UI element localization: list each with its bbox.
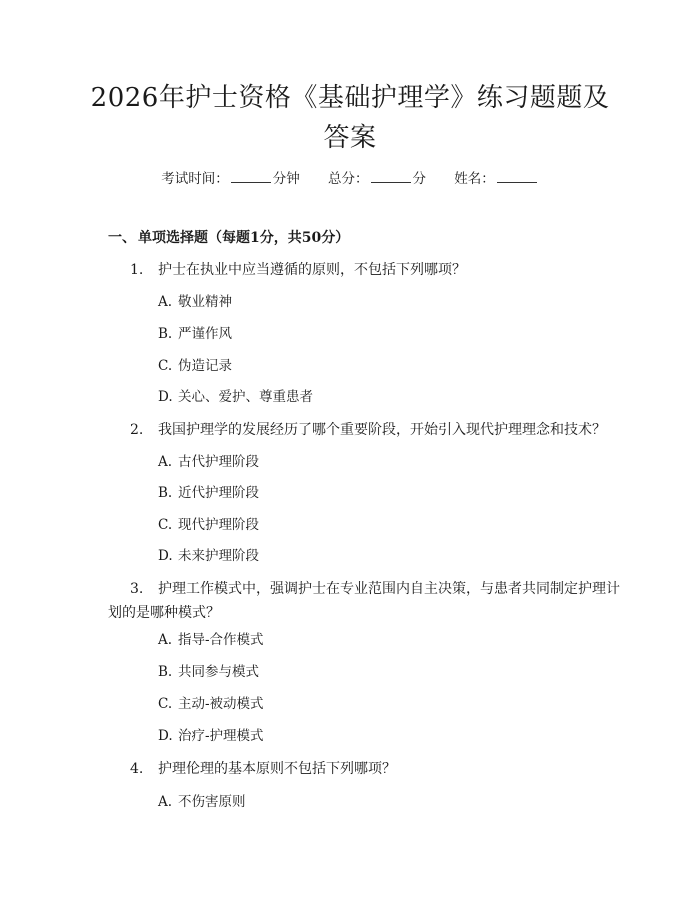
section-heading [108,228,349,248]
option-2d [158,546,259,566]
option-letter: A. [158,794,173,810]
title-line-2: 答案 [323,123,377,153]
name-field [454,168,539,189]
score-label: 总分： [328,171,369,187]
option-1b [158,324,232,344]
question-2 [108,418,620,442]
option-4a [158,792,246,812]
score-unit: 分 [412,171,426,187]
option-letter: C. [158,517,173,533]
name-blank [497,168,537,183]
option-text: 现代护理阶段 [178,517,259,533]
option-text: 关心、爱护、尊重患者 [178,389,313,405]
option-text: 指导-合作模式 [178,632,264,648]
option-letter: D. [158,389,173,405]
time-field [161,168,300,189]
title-line-1: 2026年护士资格《基础护理学》练习题题及 [90,83,610,113]
question-1 [108,258,620,282]
question-number: 3. [130,581,144,597]
option-letter: A. [158,294,173,310]
option-letter: D. [158,548,173,564]
option-letter: B. [158,326,173,342]
exam-meta [0,168,700,189]
option-text: 近代护理阶段 [178,485,259,501]
option-3b [158,662,259,682]
question-4 [108,757,620,781]
score-field [328,168,426,189]
option-letter: A. [158,632,173,648]
page-title [60,78,640,158]
time-unit: 分钟 [272,171,300,187]
option-letter: B. [158,664,173,680]
section-number: 一、 [108,230,136,246]
option-text: 伪造记录 [178,358,232,374]
option-3a [158,630,264,650]
option-1c [158,356,232,376]
option-letter: B. [158,485,173,501]
name-label: 姓名： [454,171,495,187]
option-1d [158,387,313,407]
option-text: 古代护理阶段 [178,454,259,470]
option-2b [158,483,259,503]
option-2c [158,515,259,535]
question-number: 1. [130,262,144,278]
option-text: 不伤害原则 [178,794,246,810]
question-3 [108,577,620,625]
option-text: 敬业精神 [178,294,232,310]
option-text: 治疗-护理模式 [178,728,264,744]
option-letter: C. [158,696,173,712]
option-2a [158,452,259,472]
time-label: 考试时间： [161,171,229,187]
question-text: 护士在执业中应当遵循的原则，不包括下列哪项？ [158,262,466,278]
option-text: 共同参与模式 [178,664,259,680]
question-number: 2. [130,422,144,438]
question-text: 护理工作模式中，强调护士在专业范围内自主决策，与患者共同制定护理计划的是哪种模式？ [108,581,620,621]
time-blank [231,168,271,183]
option-3d [158,726,264,746]
question-number: 4. [130,761,144,777]
option-text: 严谨作风 [178,326,232,342]
option-text: 主动-被动模式 [178,696,264,712]
option-3c [158,694,264,714]
score-blank [371,168,411,183]
section-title: 单项选择题（每题1分，共50分） [138,230,350,246]
option-text: 未来护理阶段 [178,548,259,564]
question-text: 我国护理学的发展经历了哪个重要阶段，开始引入现代护理理念和技术？ [158,422,606,438]
question-text: 护理伦理的基本原则不包括下列哪项？ [158,761,396,777]
option-letter: D. [158,728,173,744]
option-letter: A. [158,454,173,470]
option-letter: C. [158,358,173,374]
option-1a [158,292,232,312]
